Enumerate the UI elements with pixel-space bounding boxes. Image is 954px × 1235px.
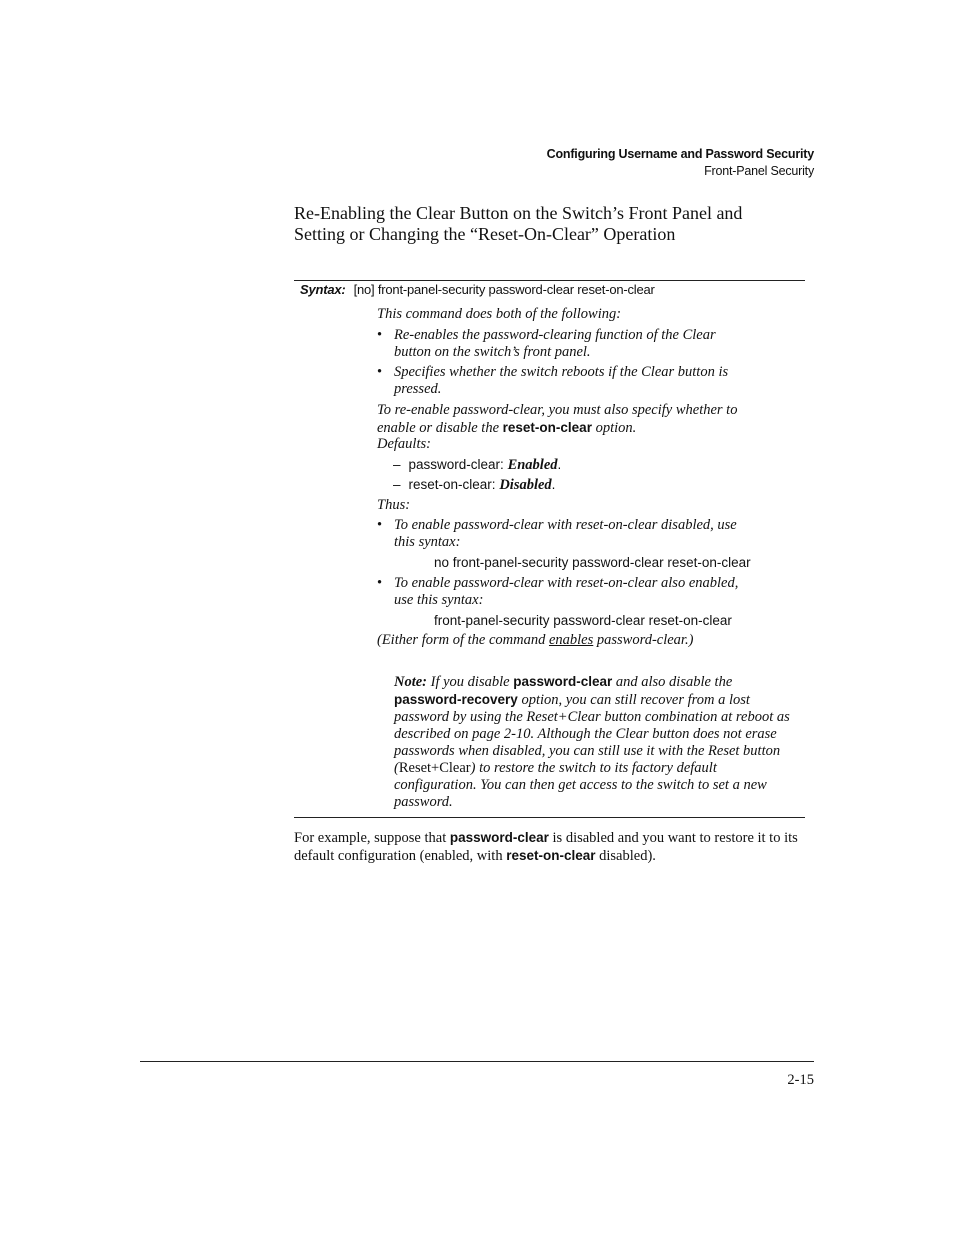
note-block: Note: If you disable password-clear and also disable the password-recovery option, you can still recover from a lost password by using the Reset+Clear button combination at reboot as described on page 2-10. Although the Clear button does not erase passwords when disabled, you can still use it with the Reset button (Reset+Clear) to restore the switch to its factory default configuration. You can then get access to the switch to set a new password.: [394, 674, 790, 810]
list-item: • To enable password-clear with reset-on-clear disabled, use this syntax:: [377, 517, 737, 550]
thus-label: Thus:: [377, 497, 411, 513]
keyword-password-recovery: password-recovery: [394, 692, 518, 707]
chapter-title: Configuring Username and Password Security: [546, 147, 814, 161]
defaults-label: Defaults:: [377, 436, 431, 452]
syntax-label: Syntax:: [300, 282, 346, 297]
page-number: 2-15: [787, 1072, 814, 1088]
heading-line-2: Setting or Changing the “Reset-On-Clear” Operation: [294, 224, 676, 244]
reenable-paragraph: To re-enable password-clear, you must also specify whether to enable or disable the reset-on-clear option.: [377, 402, 738, 436]
default-item-reset-on-clear: – reset-on-clear: Disabled.: [393, 477, 556, 493]
description-intro: This command does both of the following:: [377, 306, 622, 322]
list-item: • Re-enables the password-clearing function of the Clear button on the switch’s front panel.: [377, 327, 716, 360]
section-title: Front-Panel Security: [704, 164, 814, 178]
heading-line-1: Re-Enabling the Clear Button on the Switch’s Front Panel and: [294, 203, 743, 223]
section-heading: [294, 203, 814, 245]
table-top-rule: [294, 280, 805, 281]
keyword-reset-on-clear: reset-on-clear: [502, 420, 592, 435]
keyword-password-clear: password-clear: [513, 674, 613, 689]
keyword-reset-on-clear: reset-on-clear: [506, 848, 596, 863]
table-bottom-rule: [294, 817, 805, 818]
syntax-row: [300, 282, 655, 297]
code-example: front-panel-security password-clear reset-on-clear: [434, 613, 732, 628]
default-item-password-clear: – password-clear: Enabled.: [393, 457, 562, 473]
list-item: • To enable password-clear with reset-on-clear also enabled, use this syntax:: [377, 575, 739, 608]
list-item: • Specifies whether the switch reboots if the Clear button is pressed.: [377, 364, 729, 397]
syntax-command: [no] front-panel-security password-clear reset-on-clear: [353, 282, 655, 297]
footer-rule: [140, 1061, 814, 1062]
body-paragraph: For example, suppose that password-clear is disabled and you want to restore it to its default configuration (enabled, with reset-on-clear disabled).: [294, 830, 798, 864]
code-example: no front-panel-security password-clear reset-on-clear: [434, 555, 751, 570]
keyword-password-clear: password-clear: [449, 830, 549, 845]
either-form-note: (Either form of the command enables password-clear.): [377, 632, 694, 648]
note-label: Note:: [394, 674, 428, 690]
